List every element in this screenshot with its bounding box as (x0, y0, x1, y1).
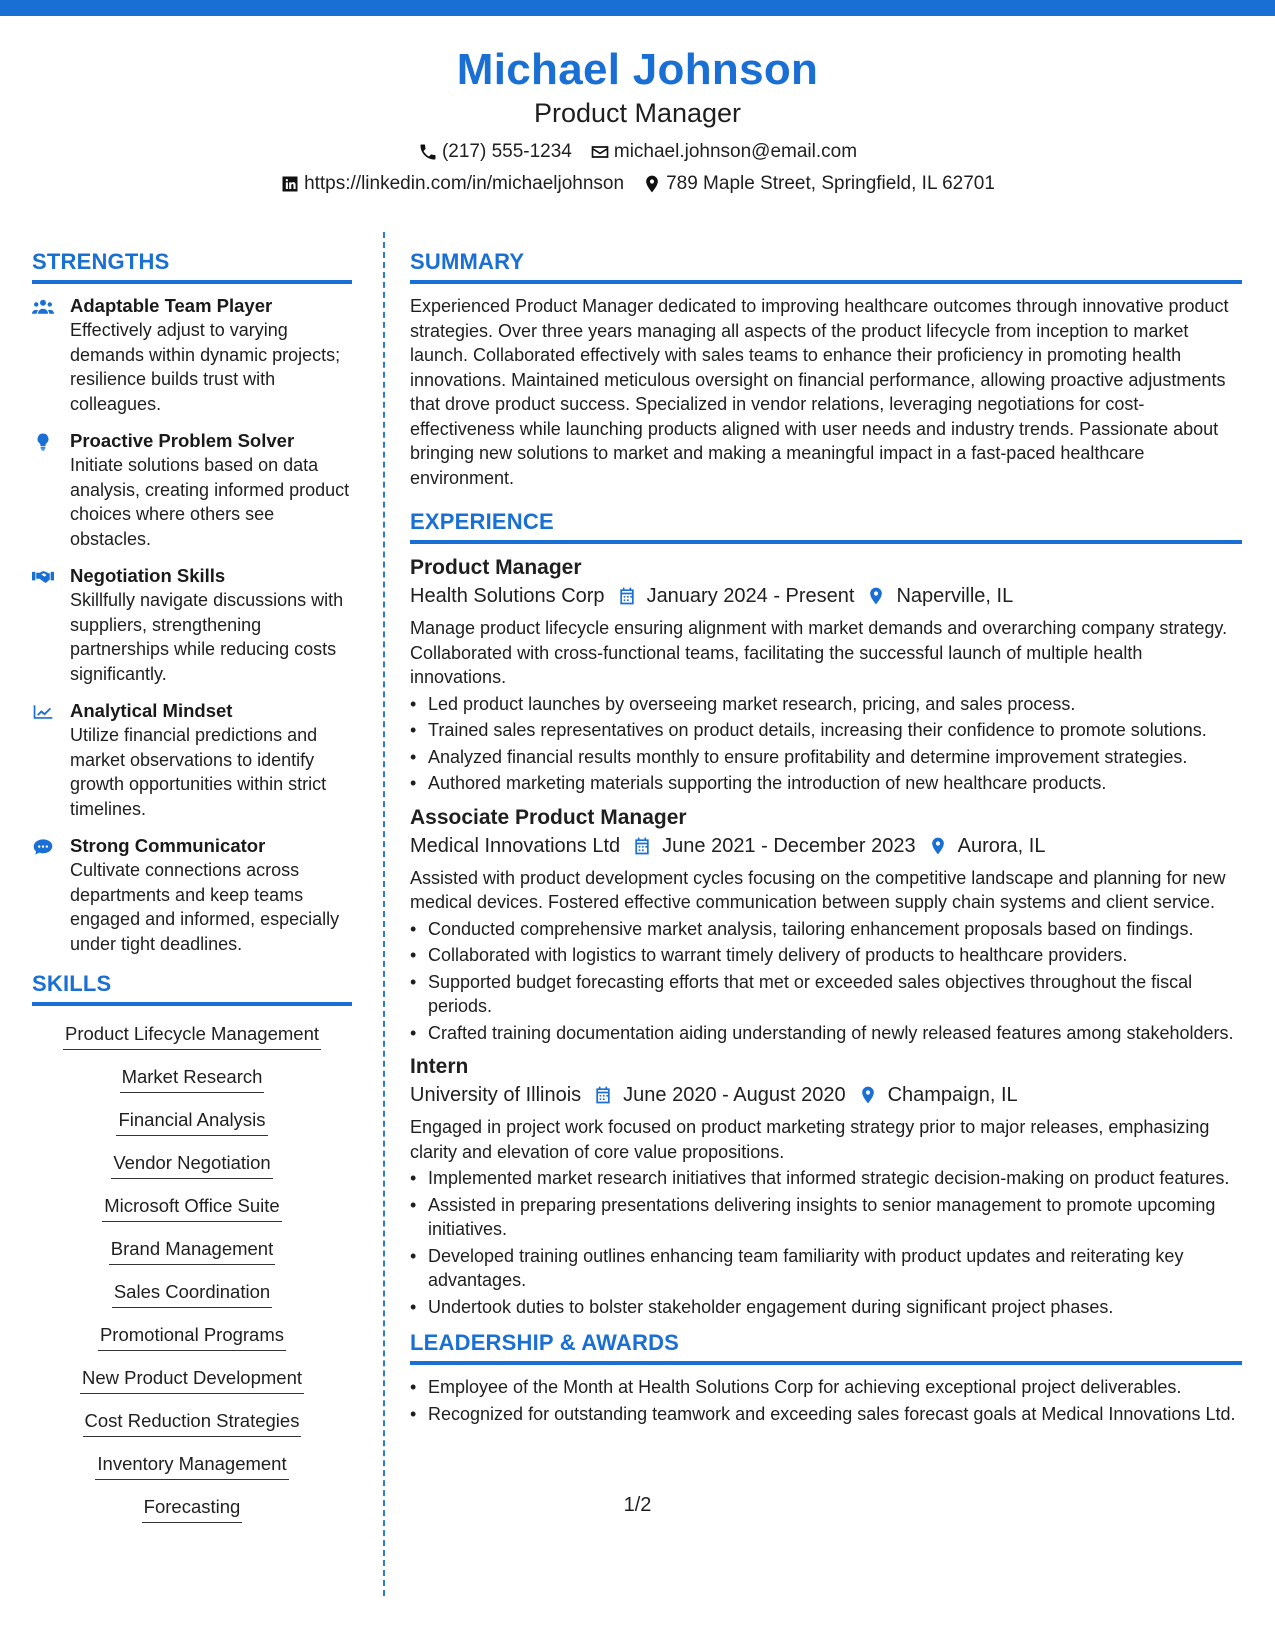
strength-item (32, 294, 352, 416)
contact-email[interactable] (590, 140, 857, 164)
location-pin-icon (642, 174, 662, 194)
strength-desc: Initiate solutions based on data analysis, creating informed product choices where others see obstacles. (70, 455, 350, 549)
job-company: University of Illinois (410, 1084, 582, 1106)
job-entry (410, 554, 1242, 796)
skill-item: New Product Development (80, 1364, 304, 1394)
strength-desc: Effectively adjust to varying demands within dynamic projects; resilience builds trust with colleagues. (70, 320, 341, 414)
address-text: 789 Maple Street, Springfield, IL 62701 (666, 173, 995, 194)
team-icon (32, 297, 54, 317)
list-item: • Recognized for outstanding teamwork and exceeding sales forecast goals at Medical Innovations Ltd. (410, 1402, 1242, 1427)
list-item: • Undertook duties to bolster stakeholder engagement during significant project phases. (410, 1295, 1242, 1320)
list-item: • Conducted comprehensive market analysis, tailoring enhancement proposals based on findings. (410, 917, 1242, 942)
skill-item: Vendor Negotiation (111, 1149, 272, 1179)
skill-item: Financial Analysis (116, 1106, 267, 1136)
page-number: 1/2 (623, 1494, 652, 1516)
skill-item: Promotional Programs (98, 1321, 286, 1351)
leadership-section (410, 1329, 1242, 1426)
job-description: Manage product lifecycle ensuring alignment with market demands and overarching company strategy. Collaborated with cross-functional teams, facilitating the successful launch of multiple health innovations. (410, 618, 1228, 687)
strength-title: Proactive Problem Solver (70, 430, 295, 451)
envelope-icon (590, 142, 610, 162)
calendar-icon (617, 586, 637, 606)
location-pin-icon (928, 836, 948, 856)
linkedin-text[interactable]: https://linkedin.com/in/michaeljohnson (304, 173, 625, 194)
list-item: • Analyzed financial results monthly to ensure profitability and determine improvement strategies. (410, 745, 1242, 770)
job-entry (410, 804, 1242, 1046)
job-company: Medical Innovations Ltd (410, 834, 621, 857)
job-meta (410, 832, 1242, 860)
strength-title: Strong Communicator (70, 835, 266, 856)
skill-item: Sales Coordination (112, 1278, 272, 1308)
list-item: • Developed training outlines enhancing team familiarity with product updates and reiterating key advantages. (410, 1244, 1242, 1293)
top-accent-bar (0, 0, 1275, 16)
summary-text: Experienced Product Manager dedicated to improving healthcare outcomes through innovative product strategies. Over three years managing all aspects of the product lifecycle from inception to market launch. Collaborated effectively with sales teams to enhance their proficiency in promoting health innovations. Maintained meticulous oversight on financial performance, allowing proactive adjustments that drove product success. Specialized in vendor relations, leveraging negotiations for cost-effectiveness while launching products aligned with user needs and industry trends. Passionate about bringing new solutions to market and making a meaningful impact in a fast-paced healthcare environment. (410, 296, 1229, 488)
chart-line-icon (32, 702, 54, 722)
strength-item (32, 834, 352, 956)
list-item: • Trained sales representatives on product details, increasing their confidence to promote solutions. (410, 718, 1242, 743)
job-meta (410, 582, 1242, 610)
left-column (32, 248, 352, 1536)
skill-item: Inventory Management (95, 1450, 288, 1480)
column-divider (383, 232, 385, 1596)
job-location: Naperville, IL (896, 585, 1014, 607)
phone-text: (217) 555-1234 (441, 141, 572, 162)
candidate-name: Michael Johnson (456, 45, 819, 94)
lightbulb-icon (32, 432, 54, 452)
job-dates: June 2021 - December 2023 (662, 834, 916, 857)
calendar-icon (632, 836, 652, 856)
strength-item (32, 429, 352, 551)
leadership-heading: LEADERSHIP & AWARDS (410, 1329, 1242, 1365)
contact-linkedin[interactable] (280, 172, 624, 196)
list-item: • Employee of the Month at Health Solutions Corp for achieving exceptional project deliverables. (410, 1375, 1242, 1400)
job-bullets (410, 917, 1242, 1046)
job-title: Product Manager (410, 556, 582, 579)
contact-line-1 (0, 140, 1275, 164)
strength-item (32, 699, 352, 821)
skill-item: Product Lifecycle Management (63, 1020, 321, 1050)
summary-heading: SUMMARY (410, 248, 1242, 284)
job-location: Aurora, IL (957, 834, 1046, 857)
strength-desc: Cultivate connections across departments and keep teams engaged and informed, especially under tight deadlines. (70, 860, 340, 954)
strengths-heading: STRENGTHS (32, 248, 352, 284)
job-entry (410, 1053, 1242, 1319)
location-pin-icon (858, 1085, 878, 1105)
phone-icon (418, 142, 438, 162)
list-item: • Crafted training documentation aiding understanding of newly released features among stakeholders. (410, 1021, 1242, 1046)
leadership-bullets (410, 1375, 1242, 1426)
skill-item: Market Research (120, 1063, 265, 1093)
strength-item (32, 564, 352, 686)
list-item: • Implemented market research initiatives that informed strategic decision-making on product features. (410, 1166, 1242, 1191)
list-item: • Collaborated with logistics to warrant timely delivery of products to healthcare providers. (410, 943, 1242, 968)
strength-title: Negotiation Skills (70, 565, 226, 586)
email-text[interactable]: michael.johnson@email.com (613, 141, 858, 162)
job-description: Engaged in project work focused on product marketing strategy prior to major releases, emphasizing clarity and elevation of core value propositions. (410, 1117, 1210, 1162)
handshake-icon (32, 567, 54, 587)
list-item: • Authored marketing materials supporting the introduction of new healthcare products. (410, 771, 1242, 796)
job-location: Champaign, IL (887, 1084, 1018, 1106)
job-company: Health Solutions Corp (410, 585, 605, 607)
strength-desc: Skillfully navigate discussions with suppliers, strengthening partnerships while reducing costs significantly. (70, 590, 344, 684)
resume-header (0, 44, 1275, 196)
experience-heading: EXPERIENCE (410, 508, 1242, 544)
contact-address (642, 172, 995, 196)
skill-item: Brand Management (109, 1235, 276, 1265)
job-dates: June 2020 - August 2020 (623, 1084, 846, 1106)
strength-title: Adaptable Team Player (70, 295, 273, 316)
skill-item: Microsoft Office Suite (102, 1192, 281, 1222)
job-dates: January 2024 - Present (646, 585, 855, 607)
skills-list (32, 1020, 352, 1536)
job-bullets (410, 692, 1242, 796)
job-title: Associate Product Manager (410, 805, 687, 829)
contact-phone (418, 140, 572, 164)
job-title: Intern (410, 1055, 469, 1078)
skills-heading: SKILLS (32, 970, 352, 1006)
list-item: • Led product launches by overseeing market research, pricing, and sales process. (410, 692, 1242, 717)
job-description: Assisted with product development cycles focusing on the competitive landscape and planning for new medical devices. Fostered effective communication between supply chain systems and client service. (410, 867, 1226, 912)
job-meta (410, 1081, 1242, 1109)
linkedin-icon (280, 174, 300, 194)
list-item: • Assisted in preparing presentations delivering insights to senior management to promote upcoming initiatives. (410, 1193, 1242, 1242)
strength-title: Analytical Mindset (70, 700, 233, 721)
skills-section (32, 970, 352, 1536)
location-pin-icon (866, 586, 886, 606)
job-bullets (410, 1166, 1242, 1319)
list-item: • Supported budget forecasting efforts that met or exceeded sales objectives throughout the fiscal periods. (410, 970, 1242, 1019)
strength-desc: Utilize financial predictions and market observations to identify growth opportunities within strict timelines. (70, 725, 327, 819)
right-column (410, 248, 1242, 1428)
candidate-role: Product Manager (533, 98, 742, 128)
contact-line-2 (0, 172, 1275, 196)
chat-icon (32, 837, 54, 857)
skill-item: Forecasting (142, 1493, 243, 1523)
calendar-icon (593, 1085, 613, 1105)
skill-item: Cost Reduction Strategies (83, 1407, 302, 1437)
